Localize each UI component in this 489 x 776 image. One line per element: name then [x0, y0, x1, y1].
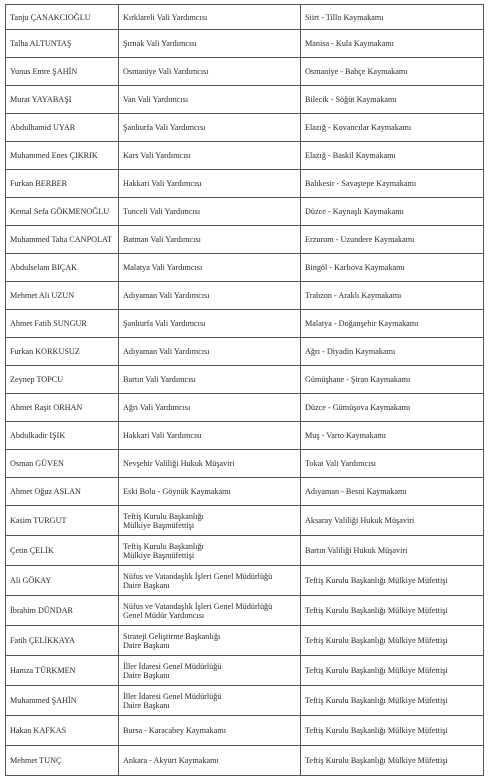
person-name-cell: Mehmet TUNÇ — [6, 746, 119, 776]
person-name-cell: İbrahim DÜNDAR — [6, 596, 119, 626]
table-row — [6, 596, 484, 626]
new-position-cell — [301, 394, 484, 422]
current-position-line: Batman Vali Yardımcısı — [123, 235, 201, 244]
current-position-cell — [119, 142, 301, 170]
current-position-cell — [119, 596, 301, 626]
table-row — [6, 114, 484, 142]
appointments-table — [5, 4, 484, 776]
new-position-cell — [301, 114, 484, 142]
new-position-cell — [301, 338, 484, 366]
current-position-line: Şanlıurfa Vali Yardımcısı — [123, 319, 206, 328]
current-position-cell — [119, 422, 301, 450]
table-row — [6, 450, 484, 478]
new-position-cell — [301, 310, 484, 338]
person-name-cell: Mehmet Ali UZUN — [6, 282, 119, 310]
person-name-cell: Muhammed Enes ÇIKRIK — [6, 142, 119, 170]
current-position-line: Mülkiye Başmüfettişi — [123, 550, 195, 560]
new-position-line: Erzurum - Uzundere Kaymakamı — [305, 235, 415, 244]
new-position-line: Balıkesir - Savaştepe Kaymakamı — [305, 179, 417, 188]
current-position-cell — [119, 282, 301, 310]
new-position-line: Elazığ - Kovancılar Kaymakamı — [305, 123, 412, 132]
person-name-cell: Muhammed Taha CANPOLAT — [6, 226, 119, 254]
new-position-cell — [301, 506, 484, 536]
new-position-line: Gümüşhane - Şiran Kaymakamı — [305, 375, 411, 384]
new-position-cell — [301, 226, 484, 254]
person-name-cell: Kemal Sefa GÖKMENOĞLU — [6, 198, 119, 226]
new-position-line: Manisa - Kula Kaymakamı — [305, 39, 394, 48]
new-position-cell — [301, 656, 484, 686]
new-position-line: Malatya - Doğanşehir Kaymakamı — [305, 319, 419, 328]
table-row — [6, 170, 484, 198]
current-position-cell — [119, 656, 301, 686]
current-position-line: İller İdaresi Genel Müdürlüğü — [123, 691, 222, 701]
new-position-line: Teftiş Kurulu Başkanlığı Mülkiye Müfettişi — [305, 606, 448, 615]
current-position-cell — [119, 170, 301, 198]
table-row — [6, 506, 484, 536]
current-position-line: Nüfus ve Vatandaşlık İşleri Genel Müdürlüğü — [123, 601, 273, 611]
person-name-cell: Ahmet Oğuz ASLAN — [6, 478, 119, 506]
new-position-cell — [301, 142, 484, 170]
current-position-line: Daire Başkanı — [123, 700, 170, 710]
current-position-line: Kırklareli Vali Yardımcısı — [123, 12, 208, 22]
new-position-cell — [301, 86, 484, 114]
current-position-cell — [119, 86, 301, 114]
current-position-line: Nevşehir Valiliği Hukuk Müşaviri — [123, 459, 235, 468]
current-position-cell — [119, 226, 301, 254]
current-position-line: Teftiş Kurulu Başkanlığı — [123, 541, 204, 551]
new-position-cell — [301, 626, 484, 656]
current-position-line: Kars Vali Yardımcısı — [123, 151, 191, 160]
current-position-cell — [119, 338, 301, 366]
table-row — [6, 198, 484, 226]
current-position-line: Daire Başkanı — [123, 580, 170, 590]
table-row — [6, 226, 484, 254]
current-position-cell — [119, 58, 301, 86]
table-row — [6, 422, 484, 450]
new-position-line: Düzce - Kaynaşlı Kaymakamı — [305, 207, 404, 216]
current-position-line: Daire Başkanı — [123, 640, 170, 650]
table-row — [6, 86, 484, 114]
new-position-cell — [301, 478, 484, 506]
new-position-line: Siirt - Tillo Kaymakamı — [305, 12, 384, 22]
table-row — [6, 626, 484, 656]
person-name-cell: Osman GÜVEN — [6, 450, 119, 478]
person-name-cell: Ahmet Raşit ORHAN — [6, 394, 119, 422]
person-name-cell: Tanju ÇANAKCIOĞLU — [6, 5, 119, 30]
current-position-line: Strateji Geliştirme Başkanlığı — [123, 631, 221, 641]
person-name-cell: Abdulhamid UYAR — [6, 114, 119, 142]
current-position-cell — [119, 114, 301, 142]
new-position-line: Teftiş Kurulu Başkanlığı Mülkiye Müfettişi — [305, 666, 448, 675]
table-row — [6, 254, 484, 282]
new-position-cell — [301, 422, 484, 450]
current-position-line: Mülkiye Başmüfettişi — [123, 520, 195, 530]
table-row — [6, 366, 484, 394]
new-position-line: Osmaniye - Bahçe Kaymakamı — [305, 67, 408, 76]
new-position-line: Teftiş Kurulu Başkanlığı Mülkiye Müfettişi — [305, 636, 448, 645]
table-row — [6, 338, 484, 366]
person-name-cell: Çetin ÇELİK — [6, 536, 119, 566]
current-position-cell — [119, 198, 301, 226]
table-row — [6, 566, 484, 596]
current-position-cell — [119, 5, 301, 30]
current-position-line: Van Vali Yardımcısı — [123, 95, 189, 104]
current-position-cell — [119, 310, 301, 338]
current-position-line: Osmaniye Vali Yardımcısı — [123, 67, 209, 76]
new-position-line: Teftiş Kurulu Başkanlığı Mülkiye Müfettişi — [305, 576, 448, 585]
current-position-cell — [119, 626, 301, 656]
current-position-cell — [119, 30, 301, 58]
current-position-line: Şırnak Vali Yardımcısı — [123, 39, 197, 48]
current-position-line: Bursa - Karacabey Kaymakamı — [123, 726, 226, 735]
new-position-cell — [301, 254, 484, 282]
current-position-line: Daire Başkanı — [123, 670, 170, 680]
new-position-cell — [301, 30, 484, 58]
table-row — [6, 536, 484, 566]
table-row — [6, 282, 484, 310]
new-position-cell — [301, 366, 484, 394]
person-name-cell: Yunus Emre ŞAHİN — [6, 58, 119, 86]
person-name-cell: Muhammed ŞAHİN — [6, 686, 119, 716]
new-position-line: Teftiş Kurulu Başkanlığı Mülkiye Müfettişi — [305, 726, 448, 735]
current-position-line: Bartın Vali Yardımcısı — [123, 375, 196, 384]
new-position-cell — [301, 686, 484, 716]
new-position-cell — [301, 566, 484, 596]
new-position-line: Bilecik - Söğüt Kaymakamı — [305, 95, 397, 104]
new-position-line: Ağrı - Diyadin Kaymakamı — [305, 347, 396, 356]
new-position-line: Elazığ - Baskil Kaymakamı — [305, 151, 396, 160]
table-row — [6, 686, 484, 716]
person-name-cell: Murat YAYABAŞI — [6, 86, 119, 114]
person-name-cell: Fatih ÇELİKKAYA — [6, 626, 119, 656]
current-position-line: Malatya Vali Yardımcısı — [123, 263, 203, 272]
current-position-line: Hakkari Vali Yardımcısı — [123, 431, 202, 440]
new-position-cell — [301, 746, 484, 776]
table-row — [6, 478, 484, 506]
current-position-cell — [119, 746, 301, 776]
new-position-line: Bingöl - Karlıova Kaymakamı — [305, 263, 405, 272]
table-row — [6, 656, 484, 686]
table-row — [6, 716, 484, 746]
table-row — [6, 5, 484, 30]
current-position-cell — [119, 536, 301, 566]
current-position-line: Hakkari Vali Yardımcısı — [123, 179, 202, 188]
person-name-cell: Hakan KAFKAS — [6, 716, 119, 746]
current-position-cell — [119, 478, 301, 506]
new-position-cell — [301, 5, 484, 30]
person-name-cell: Ali GÖKAY — [6, 566, 119, 596]
person-name-cell: Zeynep TOPCU — [6, 366, 119, 394]
new-position-line: Düzce - Gümüşova Kaymakamı — [305, 403, 411, 412]
current-position-cell — [119, 506, 301, 536]
person-name-cell: Talha ALTUNTAŞ — [6, 30, 119, 58]
new-position-cell — [301, 596, 484, 626]
new-position-cell — [301, 198, 484, 226]
new-position-line: Trabzon - Araklı Kaymakamı — [305, 291, 402, 300]
table-row — [6, 310, 484, 338]
person-name-cell: Abdulkadir IŞIK — [6, 422, 119, 450]
current-position-line: İller İdaresi Genel Müdürlüğü — [123, 661, 222, 671]
current-position-cell — [119, 450, 301, 478]
new-position-cell — [301, 536, 484, 566]
new-position-line: Muş - Varto Kaymakamı — [305, 431, 387, 440]
new-position-cell — [301, 170, 484, 198]
current-position-cell — [119, 716, 301, 746]
person-name-cell: Kasim TURGUT — [6, 506, 119, 536]
person-name-cell: Ahmet Fatih SUNGUR — [6, 310, 119, 338]
new-position-line: Teftiş Kurulu Başkanlığı Mülkiye Müfettişi — [305, 696, 448, 705]
current-position-line: Ankara - Akyurt Kaymakamı — [123, 756, 219, 765]
person-name-cell: Hamza TÜRKMEN — [6, 656, 119, 686]
table-row — [6, 58, 484, 86]
current-position-line: Teftiş Kurulu Başkanlığı — [123, 511, 204, 521]
new-position-cell — [301, 716, 484, 746]
current-position-cell — [119, 394, 301, 422]
table-row — [6, 394, 484, 422]
new-position-line: Teftiş Kurulu Başkanlığı Mülkiye Müfettişi — [305, 756, 448, 765]
new-position-cell — [301, 450, 484, 478]
person-name-cell: Abdulselam BIÇAK — [6, 254, 119, 282]
current-position-cell — [119, 254, 301, 282]
new-position-line: Aksaray Valiliği Hukuk Müşaviri — [305, 516, 415, 525]
new-position-line: Adıyaman - Besni Kaymakamı — [305, 487, 407, 496]
current-position-line: Adıyaman Vali Yardımcısı — [123, 291, 210, 300]
new-position-cell — [301, 282, 484, 310]
current-position-line: Genel Müdür Yardımcısı — [123, 610, 205, 620]
table-row — [6, 30, 484, 58]
new-position-line: Tokat Vali Yardımcısı — [305, 459, 376, 468]
person-name-cell: Furkan KORKUSUZ — [6, 338, 119, 366]
current-position-line: Eski Bolu - Göynük Kaymakamı — [123, 487, 231, 496]
new-position-cell — [301, 58, 484, 86]
current-position-cell — [119, 366, 301, 394]
new-position-line: Bartın Valiliği Hukuk Müşaviri — [305, 546, 408, 555]
table-row — [6, 142, 484, 170]
current-position-line: Şanlıurfa Vali Yardımcısı — [123, 123, 206, 132]
table-row — [6, 746, 484, 776]
current-position-line: Nüfus ve Vatandaşlık İşleri Genel Müdürlüğü — [123, 571, 273, 581]
current-position-cell — [119, 686, 301, 716]
current-position-line: Ağrı Vali Yardımcısı — [123, 403, 191, 412]
appointments-table-body — [6, 5, 484, 776]
current-position-line: Tunceli Vali Yardımcısı — [123, 207, 201, 216]
current-position-line: Adıyaman Vali Yardımcısı — [123, 347, 210, 356]
current-position-cell — [119, 566, 301, 596]
person-name-cell: Furkan BERBER — [6, 170, 119, 198]
